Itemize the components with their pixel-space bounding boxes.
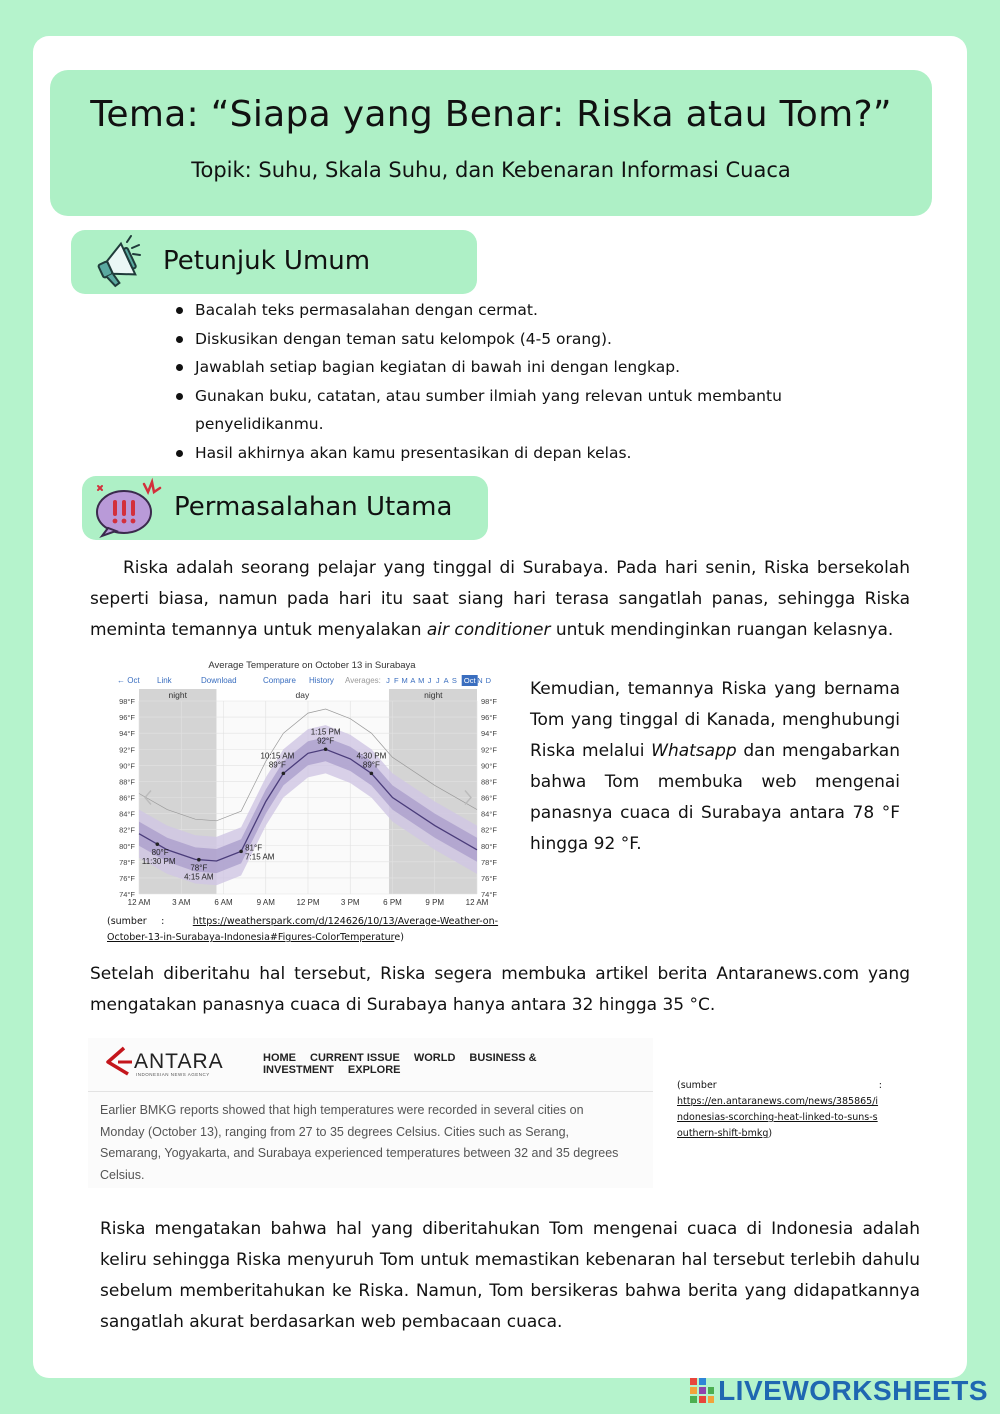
y-tick-label-left: 92°F <box>119 745 135 755</box>
month-option: Oct <box>463 676 476 685</box>
svg-text:INDONESIAN NEWS AGENCY: INDONESIAN NEWS AGENCY <box>136 1072 210 1077</box>
y-tick-label-left: 90°F <box>119 761 135 771</box>
annotation-point <box>156 842 160 846</box>
y-tick-label-right: 96°F <box>481 713 497 723</box>
x-tick-label: 12 AM <box>465 898 489 907</box>
band-label: day <box>295 690 310 700</box>
month-option: A <box>443 676 449 685</box>
month-option: M <box>401 676 408 685</box>
y-tick-label-left: 98°F <box>119 697 135 706</box>
instruction-list <box>170 296 850 467</box>
chart-nav-history[interactable]: History <box>309 676 334 685</box>
month-option: A <box>410 676 416 685</box>
month-option: F <box>394 676 399 685</box>
y-tick-label-right: 94°F <box>481 729 497 739</box>
y-tick-label-left: 74°F <box>119 890 135 899</box>
list-item: Gunakan buku, catatan, atau sumber ilmiah yang relevan untuk membantu penyelidikanmu. <box>170 382 850 439</box>
antara-menu-home[interactable]: HOME <box>263 1052 296 1064</box>
annotation-time: 4:30 PM <box>356 751 387 761</box>
annotation-point <box>324 747 328 751</box>
y-tick-label-right: 90°F <box>481 761 497 771</box>
list-item: Diskusikan dengan teman satu kelompok (4-5 orang). <box>170 325 850 354</box>
annotation-value: 78°F <box>190 863 208 873</box>
antara-news-screenshot <box>88 1038 653 1188</box>
month-option: J <box>435 676 440 685</box>
y-tick-label-left: 94°F <box>119 729 135 739</box>
antara-menu-world[interactable]: WORLD <box>413 1052 456 1064</box>
annotation-point <box>370 772 374 776</box>
annotation-time: 7:15 AM <box>245 852 275 862</box>
y-tick-label-right: 76°F <box>481 873 497 883</box>
chart-nav-link[interactable]: Link <box>157 676 172 685</box>
chart-nav-compare[interactable]: Compare <box>263 676 296 685</box>
annotation-value: 80°F <box>151 848 169 858</box>
annotation-time: 11:30 PM <box>141 857 176 867</box>
list-item: Hasil akhirnya akan kamu presentasikan di depan kelas. <box>170 439 850 468</box>
header-banner <box>50 70 932 216</box>
chart-nav-back[interactable]: ← Oct <box>117 676 140 685</box>
page-topic: Topik: Suhu, Skala Suhu, dan Kebenaran Informasi Cuaca <box>191 158 791 182</box>
y-tick-label-left: 84°F <box>119 809 135 819</box>
y-tick-label-right: 80°F <box>481 841 497 851</box>
antara-navbar <box>88 1038 653 1092</box>
x-tick-label: 12 AM <box>127 898 151 907</box>
source-antaranews: (sumber : https://en.antaranews.com/news/385865/indonesias-scorching-heat-linked-to-suns-southern-shift-bmkg) <box>677 1080 882 1139</box>
liveworksheets-wordmark: LIVEWORKSHEETS <box>718 1375 988 1406</box>
annotation-time: 4:15 AM <box>184 872 214 882</box>
annotation-point <box>197 858 201 862</box>
annotation-value: 89°F <box>268 760 286 770</box>
y-tick-label-right: 84°F <box>481 809 497 819</box>
y-tick-label-right: 98°F <box>481 697 497 706</box>
month-option: S <box>451 676 457 685</box>
y-tick-label-right: 78°F <box>481 857 497 867</box>
y-tick-label-left: 80°F <box>119 841 135 851</box>
source-weatherspark-link[interactable]: https://weatherspark.com/d/124626/10/13/Average-Weather-on- October-13-in-Surabaya-Indonesia#Figures-ColorTemperatur <box>107 916 499 943</box>
problem-paragraph-3: Riska mengatakan bahwa hal yang diberitahukan Tom mengenai cuaca di Indonesia adalah keliru sehingga Riska menyuruh Tom untuk memastikan kebenaran hal tersebut terlebih dahulu sebelum memberitahukan ke Riska. Namun, Tom bersikeras bahwa berita yang didapatkannya sangatlah akurat berdasarkan web pembacaan cuaca. <box>100 1219 920 1332</box>
month-option: M <box>418 676 425 685</box>
annotation-point <box>239 850 243 854</box>
annotation-point <box>282 772 286 776</box>
general-instructions-heading-box <box>71 230 477 294</box>
svg-text:ANTARA: ANTARA <box>134 1050 224 1073</box>
month-option: J <box>386 676 390 685</box>
megaphone-icon <box>87 234 143 290</box>
month-option: J <box>427 676 432 685</box>
liveworksheets-brand <box>690 1374 988 1408</box>
y-tick-label-left: 82°F <box>119 825 135 835</box>
annotation-time: 10:15 AM <box>260 751 295 761</box>
problem-paragraph-2: Setelah diberitahu hal tersebut, Riska segera membuka artikel berita Antaranews.com yang mengatakan panasnya cuaca di Surabaya hanya antara 32 hingga 35 °C. <box>90 964 910 1015</box>
annotation-time: 1:15 PM <box>310 727 341 737</box>
source-weatherspark: (sumber : https://weatherspark.com/d/124626/10/13/Average-Weather-on- October-13-in-Surabaya-Indonesia#Figures-ColorTemperature) <box>107 916 499 943</box>
x-tick-label: 9 PM <box>425 898 445 907</box>
problem-paragraph-1: Riska adalah seorang pelajar yang tinggal di Surabaya. Pada hari senin, Riska bersekolah seperti biasa, namun pada hari itu saat siang hari terasa sangatlah panas, sehingga Riska meminta temannya untuk menyalakan air conditioner untuk mendinginkan ruangan kelasnya. <box>90 558 910 640</box>
annotation-value: 81°F <box>245 843 263 853</box>
source-antaranews-link[interactable]: https://en.antaranews.com/news/385865/indonesias-scorching-heat-linked-to-suns-southern-shift-bmkg <box>677 1096 879 1139</box>
month-option: D <box>485 676 492 685</box>
y-tick-label-left: 86°F <box>119 793 135 803</box>
y-tick-label-right: 74°F <box>481 890 497 899</box>
y-tick-label-right: 82°F <box>481 825 497 835</box>
list-item: Jawablah setiap bagian kegiatan di bawah ini dengan lengkap. <box>170 353 850 382</box>
x-tick-label: 6 AM <box>214 898 233 907</box>
main-problem-heading: Permasalahan Utama <box>174 492 453 522</box>
antara-menu-current-issue[interactable]: CURRENT ISSUE <box>310 1052 400 1064</box>
antara-menu <box>263 1052 653 1076</box>
annotation-value: 92°F <box>317 736 335 746</box>
chart-nav-download[interactable]: Download <box>201 676 237 685</box>
page-title: Tema: “Siapa yang Benar: Riska atau Tom?” <box>90 94 892 135</box>
y-tick-label-right: 88°F <box>481 777 497 787</box>
y-tick-label-left: 76°F <box>119 873 135 883</box>
problem-side-paragraph: Kemudian, temannya Riska yang bernama Tom yang tinggal di Kanada, menghubungi Riska melalui Whatsapp dan mengabarkan bahwa Tom membuka web mengenai panasnya cuaca di Surabaya antara 78 °F hingga 92 °F. <box>530 679 900 854</box>
y-tick-label-left: 96°F <box>119 713 135 723</box>
band-label: night <box>424 690 443 700</box>
x-tick-label: 3 AM <box>172 898 191 907</box>
y-tick-label-left: 88°F <box>119 777 135 787</box>
chart-title: Average Temperature on October 13 in Surabaya <box>208 660 416 671</box>
y-tick-label-right: 92°F <box>481 745 497 755</box>
y-tick-label-right: 86°F <box>481 793 497 803</box>
antara-menu-business[interactable]: BUSINESS & INVESTMENT <box>263 1052 537 1076</box>
list-item: Bacalah teks permasalahan dengan cermat. <box>170 296 850 325</box>
antara-logo <box>104 1044 264 1078</box>
temperature-chart <box>105 655 495 913</box>
exclamation-speech-bubble-icon <box>94 478 160 538</box>
x-tick-label: 12 PM <box>296 898 320 907</box>
main-problem-heading-box <box>82 476 488 540</box>
x-tick-label: 3 PM <box>340 898 360 907</box>
month-option: N <box>477 676 483 685</box>
band-label: night <box>168 690 187 700</box>
x-tick-label: 6 PM <box>383 898 402 907</box>
liveworksheets-logo-icon <box>690 1378 714 1404</box>
annotation-value: 89°F <box>362 760 380 770</box>
x-tick-label: 9 AM <box>256 898 275 907</box>
y-tick-label-left: 78°F <box>119 857 135 867</box>
general-instructions-heading: Petunjuk Umum <box>163 246 371 276</box>
chart-averages-label: Averages: <box>345 676 381 685</box>
antara-article-text: Earlier BMKG reports showed that high temperatures were recorded in several cities on Monday (October 13), ranging from 27 to 35 degrees Celsius. Cities such as Serang, Semarang, Yogyakarta, and Surabaya experienced temperatures between 32 and 35 degrees Celsius. <box>100 1103 619 1182</box>
antara-menu-explore[interactable]: EXPLORE <box>347 1064 401 1076</box>
